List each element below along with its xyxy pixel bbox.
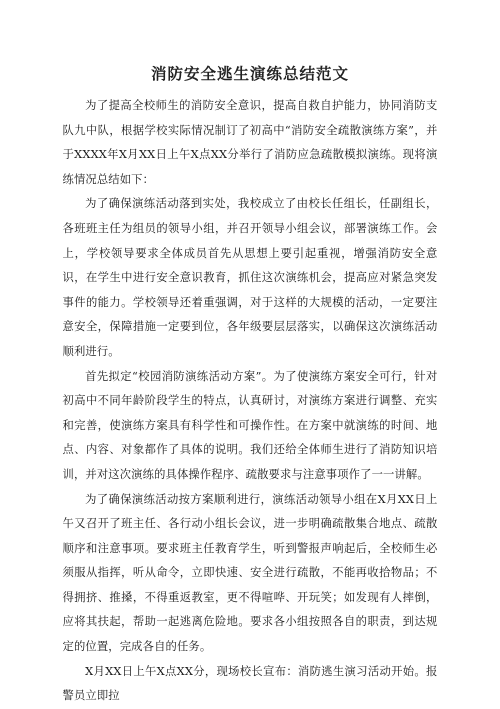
document-title: 消防安全逃生演练总结范文 bbox=[150, 64, 349, 83]
paragraph-3: 首先拟定“校园消防演练活动方案”。为了使演练方案安全可行，针对初高中不同年龄阶段学生的特点，认真研讨，对演练方案进行调整、充实和完善，使演练方案具有科学性和可操作性。在方案中就演练的时间、地点、内容、对象都作了具体的说明。我们还给全体师生进行了消防知识培训，并对这次演练的具体操作程序、疏散要求与注意事项作了一一讲解。 bbox=[62, 369, 438, 481]
paragraph-5: X月XX日上午X点XX分，现场校长宣布：消防逃生演习活动开始。报警员立即拉 bbox=[62, 664, 438, 703]
paragraph-4: 为了确保演练活动按方案顺利进行，演练活动领导小组在X月XX日上午又召开了班主任、各行动小组长会议，进一步明确疏散集合地点、疏散顺序和注意事项。要求班主任教育学生，听到警报声响起后，全校师生必须服从指挥，听从命令，立即快速、安全进行疏散，不能再收拾物品；不得拥挤、推搡，不得重返教室，更不得喧哗、开玩笑；如发现有人摔倒，应将其扶起，帮助一起逃离危险地。要求各小组按照各自的职责，到达规定的位置，完成各自的任务。 bbox=[62, 492, 438, 654]
paragraph-1: 为了提高全校师生的消防安全意识，提高自救自护能力，协同消防支队九中队，根据学校实际情况制订了初高中“消防安全疏散演练方案”，并于XXXX年X月XX日上午X点XX分举行了消防应急疏散模拟演练。现将演练情况总结如下： bbox=[62, 99, 438, 186]
document-body bbox=[63, 94, 438, 709]
paragraph-2: 为了确保演练活动落到实处，我校成立了由校长任组长，任副组长，各班班主任为组员的领导小组，并召开领导小组会议，部署演练工作。会上，学校领导要求全体成员首先从思想上要引起重视，增强消防安全意识，在学生中进行安全意识教育，抓住这次演练机会，提高应对紧急突发事件的能力。学校领导还着重强调，对于这样的大规模的活动，一定要注意安全，保障措施一定要到位，各年级要层层落实，以确保这次演练活动顺利进行。 bbox=[62, 197, 438, 358]
